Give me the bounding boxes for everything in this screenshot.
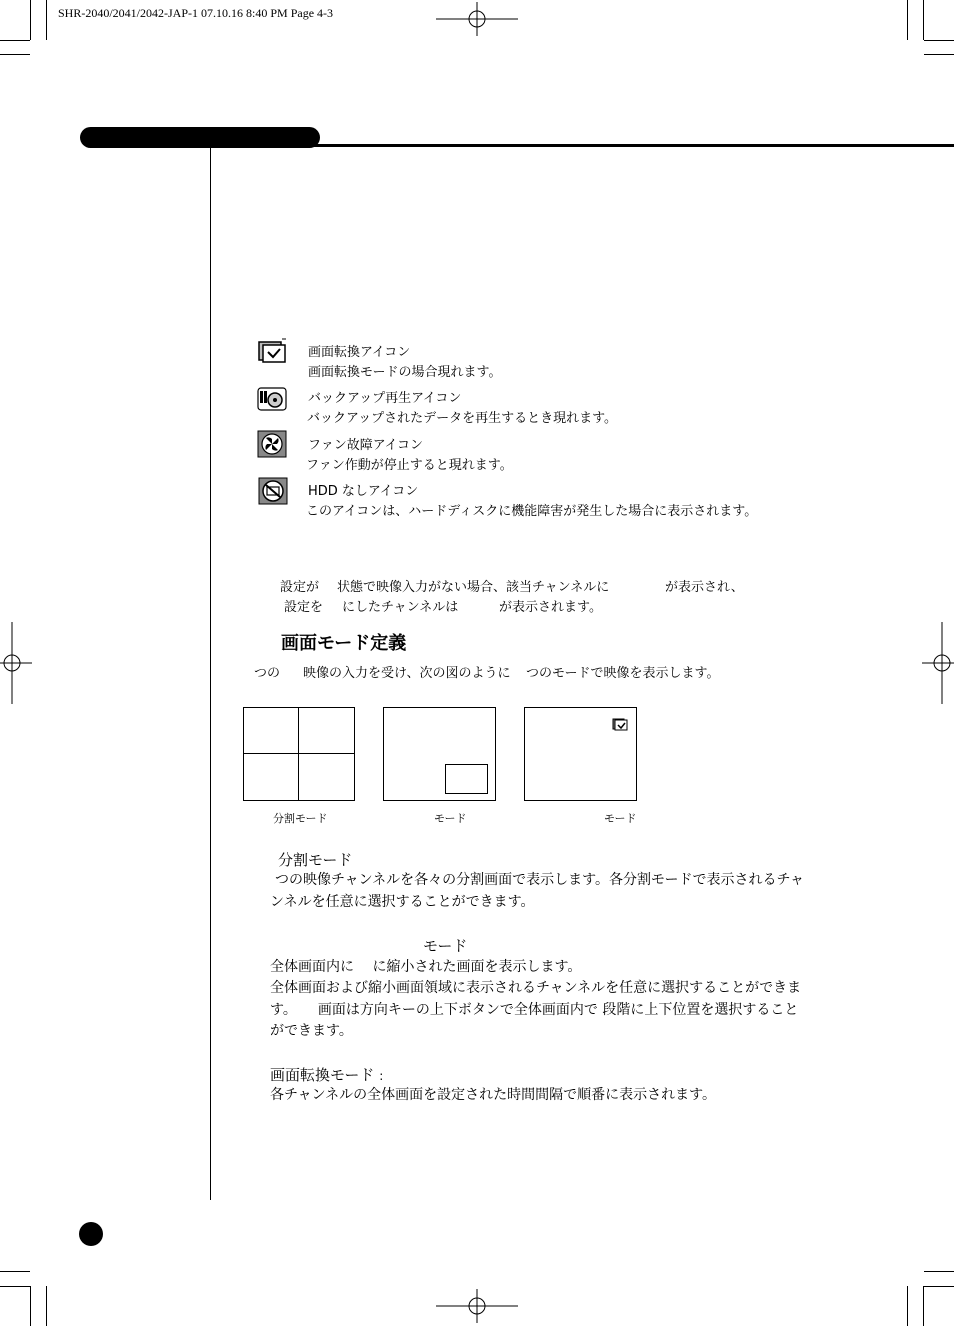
screen-switch-icon [612,716,628,735]
mode-description: ができます。 [270,1023,353,1039]
header-rule [300,144,954,147]
mode-description: 各チャンネルの全体画面を設定された時間間隔で順番に表示されます。 [270,1087,717,1103]
icon-title: 画面転換アイコン [308,345,411,360]
intro-text: 映像の入力を受け、次の図のように [303,666,511,681]
pip-inset-window [445,764,488,794]
registration-mark-bottom [436,1289,518,1323]
diagram-label: モード [434,812,467,825]
video-loss-text: 状態で映像入力がない場合、該当チャンネルに [337,580,610,595]
chapter-tab-bar [80,127,320,148]
mode-description: す。 画面は方向キーの上下ボタンで全体画面内で 段階に上下位置を選択すること [270,1002,799,1018]
mode-title-text: 画面転換モード [270,1066,375,1084]
mode-title: 分割モード [278,851,353,869]
section-title: 画面モード定義 [281,633,407,654]
video-loss-text: が表示され、 [665,580,744,595]
screen-switch-icon [258,338,286,364]
mode-description: 全体画面内に に縮小された画面を表示します。 [270,959,582,975]
video-loss-text: 設定を [284,600,324,615]
sequence-mode-diagram [524,707,637,801]
icon-description: 画面転換モードの場合現れます。 [308,365,502,380]
pip-mode-diagram [383,707,496,801]
print-header-note: SHR-2040/2041/2042-JAP-1 07.10.16 8:40 PM Page 4-3 [58,6,334,20]
video-loss-text: 設定が [280,580,320,595]
diagram-label: 分割モード [273,812,328,825]
diagram-label: モード [604,812,637,825]
mode-description: ンネルを任意に選択することができます。 [270,894,535,910]
icon-title: バックアップ再生アイコン [308,391,462,406]
hdd-none-icon [258,477,286,503]
fan-failure-icon [257,430,285,456]
backup-playback-icon [257,387,285,413]
registration-mark-left [0,622,32,704]
intro-text: つのモードで映像を表示します。 [526,666,720,681]
icon-title: HDD なしアイコン [308,484,419,499]
icon-description: ファン作動が停止すると現れます。 [306,458,513,473]
icon-description: このアイコンは、ハードディスクに機能障害が発生した場合に表示されます。 [306,504,758,519]
intro-text: つの [254,666,281,681]
mode-title: モード [423,937,468,955]
icon-title: ファン故障アイコン [308,438,424,453]
registration-mark-right [922,622,954,704]
split-mode-diagram [243,707,355,801]
mode-title-suffix: : [379,1069,384,1083]
video-loss-text: が表示されます。 [499,600,602,615]
margin-rule [210,148,211,1200]
mode-description: つの映像チャンネルを各々の分割画面で表示します。各分割モードで表示されるチャ [275,872,805,888]
video-loss-text: にしたチャンネルは [342,600,459,615]
registration-mark-top [436,2,518,36]
mode-description: 全体画面および縮小画面領域に表示されるチャンネルを任意に選択することができま [270,980,802,996]
mode-title [270,1064,383,1085]
icon-description: バックアップされたデータを再生するとき現れます。 [307,411,618,426]
page-number-marker [79,1222,103,1246]
